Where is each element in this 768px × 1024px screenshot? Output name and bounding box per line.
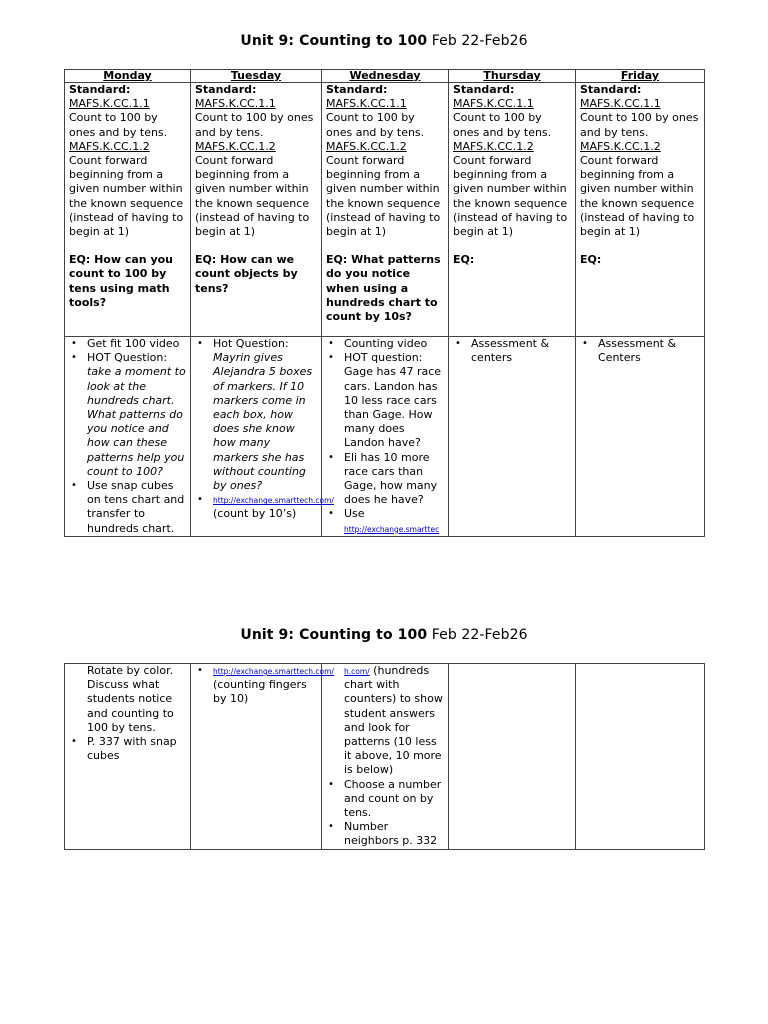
title-dates: Feb 22-Feb26 (431, 33, 528, 49)
continued-cell-monday (65, 664, 191, 850)
list-item: • Assessment & centers (455, 337, 550, 365)
list-item: • HOT Question: take a moment to look at the hundreds chart. What patterns do you notice and how can these patterns help you count to 100? (71, 351, 186, 478)
essential-question: EQ: (580, 253, 602, 267)
standard-code: MAFS.K.CC.1.2 (326, 139, 407, 153)
bullet-icon: • (71, 736, 77, 748)
essential-question: EQ: What patterns do you notice when using a hundreds chart to count by 10s? (326, 253, 441, 324)
list-item: • Get fit 100 video (71, 337, 180, 350)
activities-cell-monday (65, 337, 191, 537)
bullet-icon: • (197, 494, 203, 506)
header-monday: Monday (65, 70, 191, 83)
activities-cell-friday (576, 337, 705, 537)
standard-code: MAFS.K.CC.1.1 (453, 97, 534, 111)
continued-cell-friday (576, 664, 705, 850)
list-item: • Counting video (328, 337, 428, 350)
bullet-icon: • (71, 352, 77, 364)
bullet-icon: • (328, 352, 334, 364)
list-item: • P. 337 with snap cubes (71, 735, 177, 763)
standard-cell-monday (65, 83, 191, 337)
standard-text: Count forward beginning from a given number within the known sequence (instead of having to begin at 1) (195, 154, 310, 239)
standard-text: Count to 100 by ones and by tens. (580, 111, 699, 139)
continued-cell-tuesday (191, 664, 334, 850)
smarttech-link[interactable]: http://exchange.smarttec (344, 524, 440, 534)
lesson-plan-table-continued (64, 663, 705, 850)
continued-cell-thursday (449, 664, 576, 850)
activities-row (65, 337, 705, 537)
bullet-icon: • (582, 338, 588, 349)
standard-code: MAFS.K.CC.1.1 (69, 97, 150, 111)
lesson-plan-table (64, 69, 705, 537)
standard-code: MAFS.K.CC.1.2 (195, 139, 276, 153)
standard-label: Standard: (69, 83, 131, 96)
bullet-icon: • (455, 338, 461, 349)
title-dates: Feb 22-Feb26 (431, 627, 528, 643)
list-item: • HOT question: Gage has 47 race cars. Landon has 10 less race cars than Gage. How many does Landon have? (328, 351, 442, 450)
standard-cell-thursday (449, 83, 576, 337)
list-item: • Assessment & Centers (582, 337, 677, 365)
list-item: • Eli has 10 more race cars than Gage, how many does he have? (328, 450, 438, 507)
standard-cell-tuesday (191, 83, 322, 337)
smarttech-link[interactable]: http://exchange.smarttech.com/ (213, 496, 334, 506)
continued-text: Rotate by color. Discuss what students notice and counting to 100 by tens. (87, 664, 174, 734)
list-item: • Number neighbors p. 332 (328, 820, 438, 848)
essential-question: EQ: How can we count objects by tens? (195, 253, 298, 295)
standard-label: Standard: (326, 83, 388, 96)
standard-code: MAFS.K.CC.1.1 (326, 97, 407, 111)
bullet-icon: • (71, 338, 77, 349)
standard-text: Count to 100 by ones and by tens. (326, 111, 425, 139)
standard-text: Count to 100 by ones and by tens. (69, 111, 168, 139)
standard-text: Count forward beginning from a given number within the known sequence (instead of having to begin at 1) (69, 154, 184, 239)
standard-code: MAFS.K.CC.1.2 (580, 139, 661, 153)
list-item: • http://exchange.smarttech.com/ (count by 10’s) (197, 494, 334, 521)
bullet-icon: • (197, 338, 203, 349)
activities-cell-thursday (449, 337, 576, 537)
title-unit: Unit 9: Counting to 100 (240, 627, 428, 643)
standard-code: MAFS.K.CC.1.2 (69, 139, 150, 153)
list-item: • Use snap cubes on tens chart and transfer to hundreds chart. (71, 479, 185, 535)
continued-cell-wednesday (322, 664, 449, 850)
bullet-icon: • (197, 665, 203, 676)
header-wednesday: Wednesday (322, 70, 449, 83)
standard-cell-wednesday (322, 83, 449, 337)
list-item: • Choose a number and count on by tens. (328, 777, 442, 820)
standard-text: Count to 100 by ones and by tens. (195, 111, 314, 139)
bullet-icon: • (71, 480, 77, 492)
standard-text: Count forward beginning from a given number within the known sequence (instead of having to begin at 1) (453, 154, 568, 239)
essential-question: EQ: (453, 253, 475, 267)
activities-cell-tuesday (191, 337, 334, 537)
standards-row (65, 83, 705, 337)
continued-row (65, 664, 705, 850)
standard-code: MAFS.K.CC.1.2 (453, 139, 534, 153)
header-thursday: Thursday (449, 70, 576, 83)
bullet-icon: • (328, 508, 334, 520)
activities-cell-wednesday (322, 337, 449, 537)
bullet-icon: • (328, 778, 334, 790)
list-item: • http://exchange.smarttech.com/ (counting fingers by 10) (197, 665, 334, 706)
standard-text: Count forward beginning from a given number within the known sequence (instead of having to begin at 1) (326, 154, 441, 239)
essential-question: EQ: How can you count to 100 by tens using math tools? (69, 253, 174, 309)
list-item: • Use http://exchange.smarttec (328, 507, 440, 534)
standard-cell-friday (576, 83, 705, 337)
list-item: • Hot Question: Mayrin gives Alejandra 5 boxes of markers. If 10 markers come in each box, how does she know how many markers she has without counting by ones? (197, 337, 313, 493)
standard-code: MAFS.K.CC.1.1 (580, 97, 661, 111)
bullet-icon: • (328, 451, 334, 463)
header-row (65, 70, 705, 83)
standard-code: MAFS.K.CC.1.1 (195, 97, 276, 111)
standard-label: Standard: (195, 83, 257, 96)
continued-text: h.com/ (hundreds chart with counters) to show student answers and look for patterns (10 less it above, 10 more is below) (344, 664, 443, 777)
header-friday: Friday (576, 70, 705, 83)
title-unit: Unit 9: Counting to 100 (240, 33, 428, 49)
bullet-icon: • (328, 338, 334, 349)
standard-label: Standard: (580, 83, 642, 96)
page-title (0, 33, 768, 49)
smarttech-link[interactable]: h.com/ (344, 667, 370, 676)
page-title (0, 627, 768, 643)
smarttech-link[interactable]: http://exchange.smarttech.com/ (213, 667, 334, 676)
standard-text: Count forward beginning from a given number within the known sequence (instead of having to begin at 1) (580, 154, 695, 239)
bullet-icon: • (328, 821, 334, 833)
standard-label: Standard: (453, 83, 515, 96)
header-tuesday: Tuesday (191, 70, 322, 83)
standard-text: Count to 100 by ones and by tens. (453, 111, 552, 139)
